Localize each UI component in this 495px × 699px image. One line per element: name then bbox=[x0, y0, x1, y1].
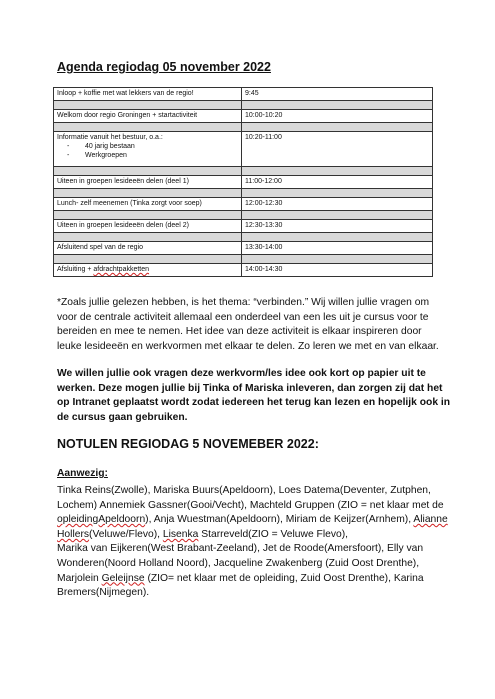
notulen-title: NOTULEN REGIODAG 5 NOVEMEBER 2022: bbox=[57, 437, 319, 451]
spellcheck-marked-word: afdrachtpakketten bbox=[93, 266, 150, 273]
agenda-item: Afsluitend spel van de regio bbox=[54, 242, 242, 255]
agenda-item-cell bbox=[54, 264, 242, 277]
table-spacer-row bbox=[54, 123, 433, 132]
table-row bbox=[54, 132, 433, 167]
agenda-item: Afsluiting + bbox=[57, 266, 94, 273]
attendees-paragraph bbox=[57, 542, 455, 600]
attendees-text: (Veluwe/Flevo), bbox=[89, 528, 163, 540]
spellcheck-marked-word: opleidingApeldoorn bbox=[57, 514, 146, 526]
table-row bbox=[54, 176, 433, 189]
agenda-item: Inloop + koffie met wat lekkers van de regio! bbox=[54, 88, 242, 101]
attendees-text: ), Anja Wuestman(Apeldoorn), Miriam de Keijzer(Arnhem), bbox=[145, 514, 414, 526]
table-row bbox=[54, 242, 433, 255]
agenda-time: 11:00-12:00 bbox=[242, 176, 433, 189]
agenda-title: Agenda regiodag 05 november 2022 bbox=[57, 60, 271, 74]
agenda-time: 14:00-14:30 bbox=[242, 264, 433, 277]
agenda-table bbox=[53, 87, 433, 277]
agenda-item: Welkom door regio Groningen + startactiviteit bbox=[54, 110, 242, 123]
spellcheck-marked-word: Alianne Hollers bbox=[57, 514, 448, 540]
intro-paragraph: *Zoals jullie gelezen hebben, is het thema: “verbinden.” Wij willen jullie vragen om voor de centrale activiteit allemaal een onderdeel van een les uit je cursus voor te bereiden en mee te nemen. Het idee van deze activiteit is elkaar inspireren door leuke lesideeën en werkvormen met elkaar te delen. Zo leren we met en van elkaar. bbox=[57, 297, 439, 352]
agenda-item: Uiteen in groepen lesideeën delen (deel 2) bbox=[54, 220, 242, 233]
request-paragraph: We willen jullie ook vragen deze werkvorm/les idee ook kort op papier uit te werken. Deze mogen jullie bij Tinka of Mariska inleveren, dan zorgen zij dat het op Intranet geplaatst wordt zodat iedereen het terug kan lezen en hopelijk ook in de cursus gaan gebruiken. bbox=[57, 368, 451, 423]
agenda-time: 9:45 bbox=[242, 88, 433, 101]
attendees-paragraph bbox=[57, 484, 455, 542]
agenda-sublist bbox=[57, 142, 238, 160]
spellcheck-marked-word: Lisenka bbox=[162, 528, 199, 540]
agenda-time: 10:20-11:00 bbox=[242, 132, 433, 167]
table-row bbox=[54, 110, 433, 123]
table-row bbox=[54, 220, 433, 233]
table-spacer-row bbox=[54, 101, 433, 110]
attendees-text: Marika van Eijkeren(West Brabant-Zeeland), Jet de Roode(Amersfoort), Elly van Wonderen(Noord Holland Noord), Jacqueline Zwakenberg (Zuid Oost Drenthe), Marjolein bbox=[57, 543, 424, 584]
agenda-item: Uiteen in groepen lesideeën delen (deel 1) bbox=[54, 176, 242, 189]
table-row bbox=[54, 264, 433, 277]
attendees-label: Aanwezig: bbox=[57, 468, 108, 479]
attendees-list bbox=[57, 484, 455, 601]
list-item: - Werkgroepen bbox=[65, 151, 238, 160]
agenda-item: Informatie vanuit het bestuur, o.a.: bbox=[57, 134, 163, 141]
table-spacer-row bbox=[54, 255, 433, 264]
table-row bbox=[54, 88, 433, 101]
agenda-time: 10:00-10:20 bbox=[242, 110, 433, 123]
table-spacer-row bbox=[54, 211, 433, 220]
attendees-text: (ZIO= net klaar met de opleiding, Zuid Oost Drenthe), Karina Bremers(Nijmegen). bbox=[57, 572, 424, 599]
table-spacer-row bbox=[54, 167, 433, 176]
table-spacer-row bbox=[54, 233, 433, 242]
spellcheck-marked-word: Geleijnse bbox=[101, 572, 145, 584]
agenda-item: Lunch- zelf meenemen (Tinka zorgt voor soep) bbox=[54, 198, 242, 211]
agenda-time: 13:30-14:00 bbox=[242, 242, 433, 255]
table-row bbox=[54, 198, 433, 211]
table-spacer-row bbox=[54, 189, 433, 198]
attendees-text: Starreveld(ZIO = Veluwe Flevo), bbox=[198, 528, 349, 540]
attendees-text: Tinka Reins(Zwolle), Mariska Buurs(Apeldoorn), Loes Datema(Deventer, Zutphen, Lochem) Annemiek Gassner(Gooi/Vecht), Machteld Gruppen (ZIO = net klaar met de bbox=[57, 485, 444, 511]
agenda-time: 12:30-13:30 bbox=[242, 220, 433, 233]
list-item: - 40 jarig bestaan bbox=[65, 142, 238, 151]
agenda-item-cell bbox=[54, 132, 242, 167]
agenda-time: 12:00-12:30 bbox=[242, 198, 433, 211]
